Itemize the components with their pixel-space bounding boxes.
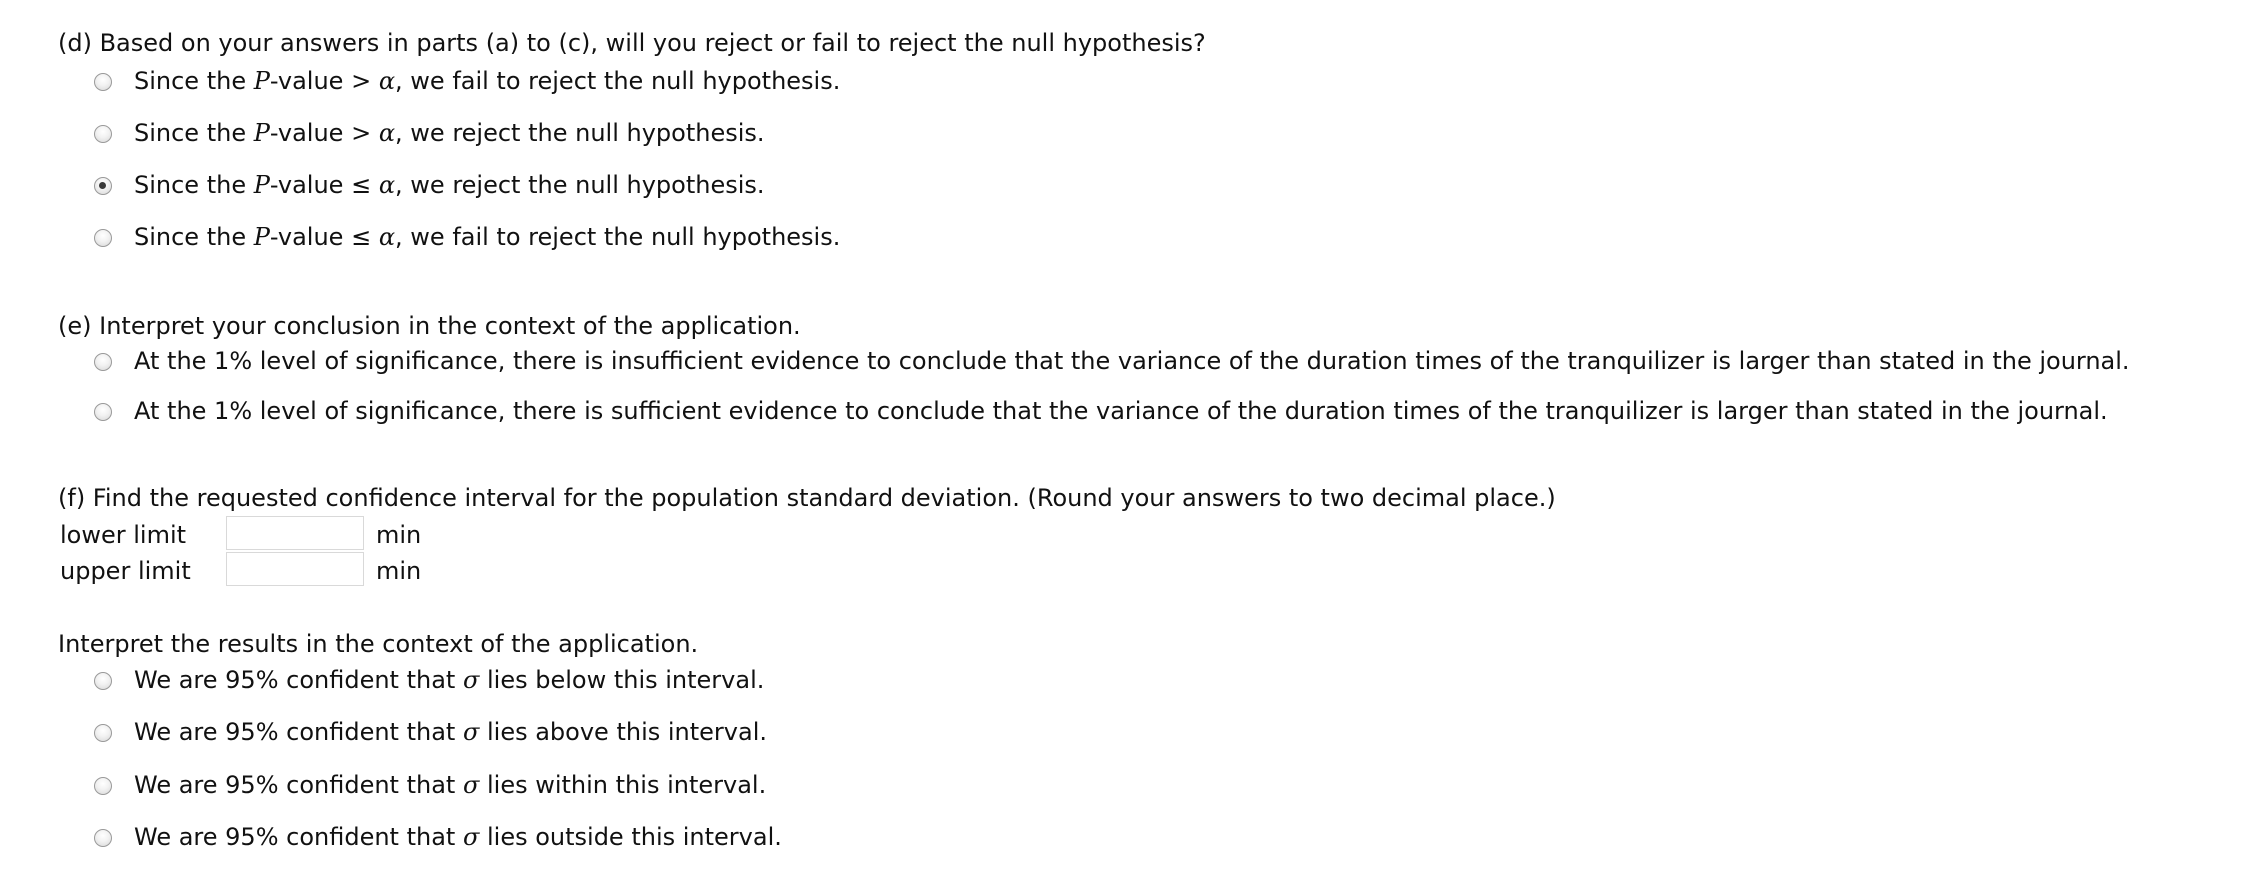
option-label: At the 1% level of significance, there is sufficient evidence to conclude that the variance of the duration times of the tranquilizer is larger than stated in the journal. xyxy=(134,397,2108,425)
option-label: At the 1% level of significance, there is insufficient evidence to conclude that the variance of the duration times of the tranquilizer is larger than stated in the journal. xyxy=(134,347,2130,375)
option-label: Since the P-value > α, we reject the null hypothesis. xyxy=(134,119,765,147)
option-d-4[interactable] xyxy=(94,222,840,252)
radio-button[interactable] xyxy=(94,353,112,371)
question-e: (e) Interpret your conclusion in the context of the application. xyxy=(58,312,801,340)
option-interpret-4[interactable] xyxy=(94,822,782,852)
upper-limit-label: upper limit xyxy=(60,557,191,585)
lower-limit-input[interactable] xyxy=(226,516,364,550)
radio-button[interactable] xyxy=(94,672,112,690)
option-interpret-3[interactable] xyxy=(94,770,766,800)
option-label: Since the P-value ≤ α, we fail to reject the null hypothesis. xyxy=(134,223,841,251)
question-d: (d) Based on your answers in parts (a) to (c), will you reject or fail to reject the null hypothesis? xyxy=(58,29,1206,57)
option-d-1[interactable] xyxy=(94,66,840,96)
option-label: We are 95% confident that σ lies below this interval. xyxy=(134,666,765,694)
option-label: We are 95% confident that σ lies above this interval. xyxy=(134,718,767,746)
upper-limit-input[interactable] xyxy=(226,552,364,586)
option-e-1[interactable] xyxy=(94,346,2130,376)
radio-button-selected[interactable] xyxy=(94,177,112,195)
option-label: We are 95% confident that σ lies within this interval. xyxy=(134,771,767,799)
lower-limit-unit: min xyxy=(376,521,422,549)
radio-button[interactable] xyxy=(94,724,112,742)
lower-limit-label: lower limit xyxy=(60,521,187,549)
radio-button[interactable] xyxy=(94,229,112,247)
option-label: We are 95% confident that σ lies outside this interval. xyxy=(134,823,782,851)
radio-button[interactable] xyxy=(94,829,112,847)
option-d-2[interactable] xyxy=(94,118,765,148)
option-interpret-2[interactable] xyxy=(94,717,767,747)
option-label: Since the P-value > α, we fail to reject the null hypothesis. xyxy=(134,67,841,95)
radio-button[interactable] xyxy=(94,777,112,795)
question-interpret: Interpret the results in the context of the application. xyxy=(58,630,699,658)
option-d-3[interactable] xyxy=(94,170,765,200)
option-e-2[interactable] xyxy=(94,396,2108,426)
radio-button[interactable] xyxy=(94,125,112,143)
radio-button[interactable] xyxy=(94,73,112,91)
upper-limit-unit: min xyxy=(376,557,422,585)
question-f: (f) Find the requested confidence interval for the population standard deviation. (Round your answers to two decimal place.) xyxy=(58,484,1556,512)
option-label: Since the P-value ≤ α, we reject the null hypothesis. xyxy=(134,171,765,199)
radio-button[interactable] xyxy=(94,403,112,421)
option-interpret-1[interactable] xyxy=(94,665,764,695)
